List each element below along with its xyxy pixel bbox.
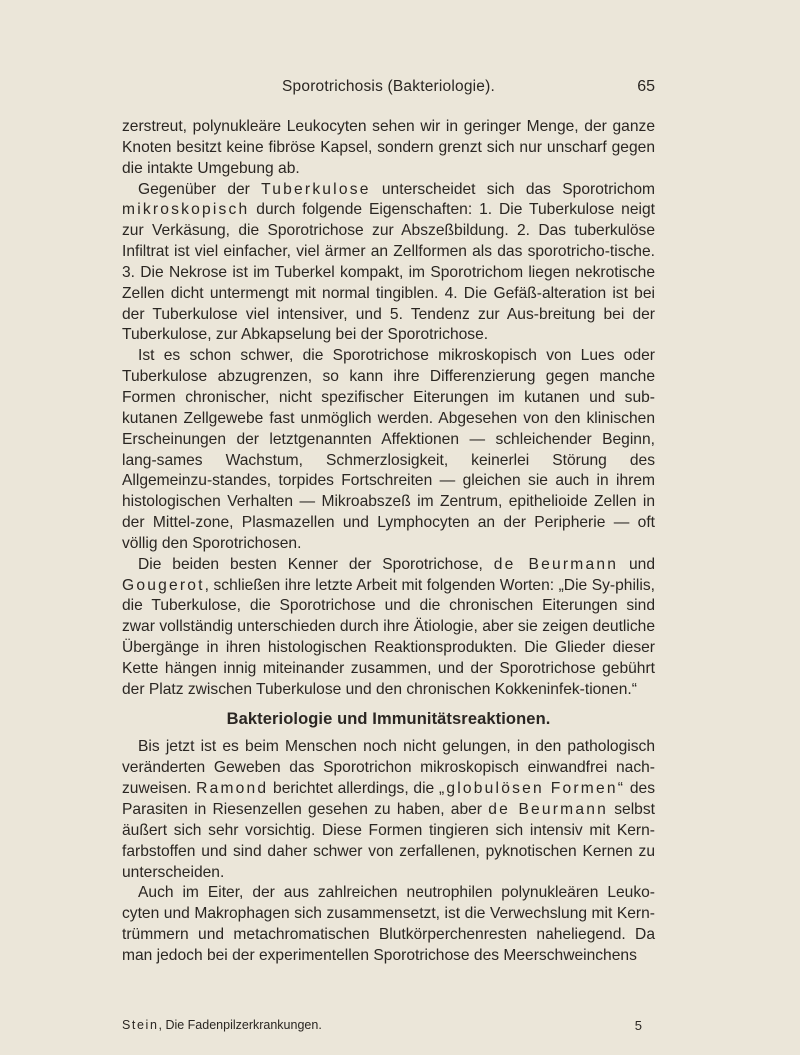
spaced-term-tuberkulose: Tuberkulose (261, 180, 371, 198)
author-name-ramond: Ramond (196, 780, 269, 798)
page-number: 65 (637, 78, 655, 95)
spaced-term-globuloesen-formen: „globulösen Formen“ (438, 780, 626, 798)
paragraph-5 (122, 737, 655, 883)
body-text (122, 117, 655, 967)
signature-mark: 5 (634, 1018, 642, 1033)
footer-book-title: , Die Fadenpilzerkrankungen. (158, 1018, 322, 1032)
author-name-gougerot: Gougerot (122, 576, 205, 594)
paragraph-4 (122, 555, 655, 701)
paragraph-5-text-d: selbst äußert sich sehr vorsichtig. Diese Formen tingieren sich intensiv mit Kern-farbstoffen und sind daher schwer von zerfallenen, pyknotischen Kernen zu unterscheiden. (122, 801, 655, 881)
paragraph-2-text-c: durch folgende Eigenschaften: 1. Die Tuberkulose neigt zur Verkäsung, die Sporotrichose zur Abszeßbildung. 2. Das tuberkulöse Infiltrat ist viel einfacher, viel ärmer an Zellformen als das sporotricho-tische. 3. Die Nekrose ist im Tuberkel kompakt, im Sporotrichom liegen nekrotische Zellen dicht untermengt mit normal tingiblen. 4. Die Gefäß-alteration ist bei der Tuberkulose viel intensiver, und 5. Tendenz zur Aus-breitung bei der Tuberkulose, zur Abkapselung bei der Sporotrichose. (122, 201, 655, 344)
paragraph-4-text-c: , schließen ihre letzte Arbeit mit folgenden Worten: „Die Sy-philis, die Tuberkulose, die Sporotrichose und die chronischen Eiterungen sind zwar vollständig unterschieden durch ihre Ätiologie, aber sie zeigen deutliche Übergänge in ihren histologischen Reaktionsprodukten. Die Glieder dieser Kette hängen innig miteinander zusammen, und der Sporotrichose gebührt der Platz zwischen Tuberkulose und den chronischen Kokkeninfek-tionen.“ (122, 576, 655, 698)
running-title: Sporotrichosis (Bakteriologie). (282, 78, 495, 95)
paragraph-5-text-b: berichtet allerdings, die (268, 780, 439, 798)
spaced-term-mikroskopisch: mikroskopisch (122, 201, 250, 219)
paragraph-4-text-a: Die beiden besten Kenner der Sporotrichose, (138, 555, 494, 573)
paragraph-2 (122, 180, 655, 347)
page-footer (122, 1018, 642, 1036)
paragraph-5-text-a: Bis jetzt ist es beim Menschen noch nicht gelungen, in den pathologisch veränderten Geweben das Sporotrichon mikroskopisch einwandfrei nach-zuweisen. (122, 738, 655, 798)
paragraph-2-text-a: Gegenüber der (138, 180, 262, 198)
paragraph-6: Auch im Eiter, der aus zahlreichen neutrophilen polynukleären Leuko-cyten und Makrophagen sich zusammensetzt, ist die Verwechslung mit Kern-trümmern und metachromatischen Blutkörperchenresten naheliegend. Da man jedoch bei der experimentellen Sporotrichose des Meerschweinchens (122, 884, 655, 964)
footer-author: Stein (122, 1018, 159, 1032)
author-name-de-beurmann: de Beurmann (493, 555, 619, 573)
paragraph-2-text-b: unterscheidet sich das Sporotrichom (370, 180, 655, 198)
paragraph-1: zerstreut, polynukleäre Leukocyten sehen wir in geringer Menge, der ganze Knoten besitzt keine fibröse Kapsel, sondern grenzt sich nur unscharf gegen die intakte Umgebung ab. (122, 118, 655, 177)
paragraph-4-text-b: und (618, 555, 655, 573)
paragraph-3: Ist es schon schwer, die Sporotrichose mikroskopisch von Lues oder Tuberkulose abzugrenzen, so kann ihre Differenzierung gegen manche Formen chronischer, nicht spezifischer Eiterungen im kutanen und sub-kutanen Zellgewebe fast unmöglich werden. Abgesehen von den klinischen Erscheinungen der letztgenannten Affektionen — schleichender Beginn, lang-sames Wachstum, Schmerzlosigkeit, keinerlei Störung des Allgemeinzu-standes, torpides Fortschreiten — gleichen sie auch in ihrem histologischen Verhalten — Mikroabszeß im Zentrum, epithelioide Zellen in der Mittel-zone, Plasmazellen und Lymphocyten an der Peripherie — oft völlig den Sporotrichosen. (122, 347, 655, 552)
author-name-de-beurmann-2: de Beurmann (488, 801, 608, 818)
section-heading: Bakteriologie und Immunitätsreaktionen. (226, 709, 551, 728)
paragraph-5-text-c: des Parasiten in Riesenzellen gesehen zu haben, aber (122, 780, 655, 818)
page-header (122, 78, 655, 100)
